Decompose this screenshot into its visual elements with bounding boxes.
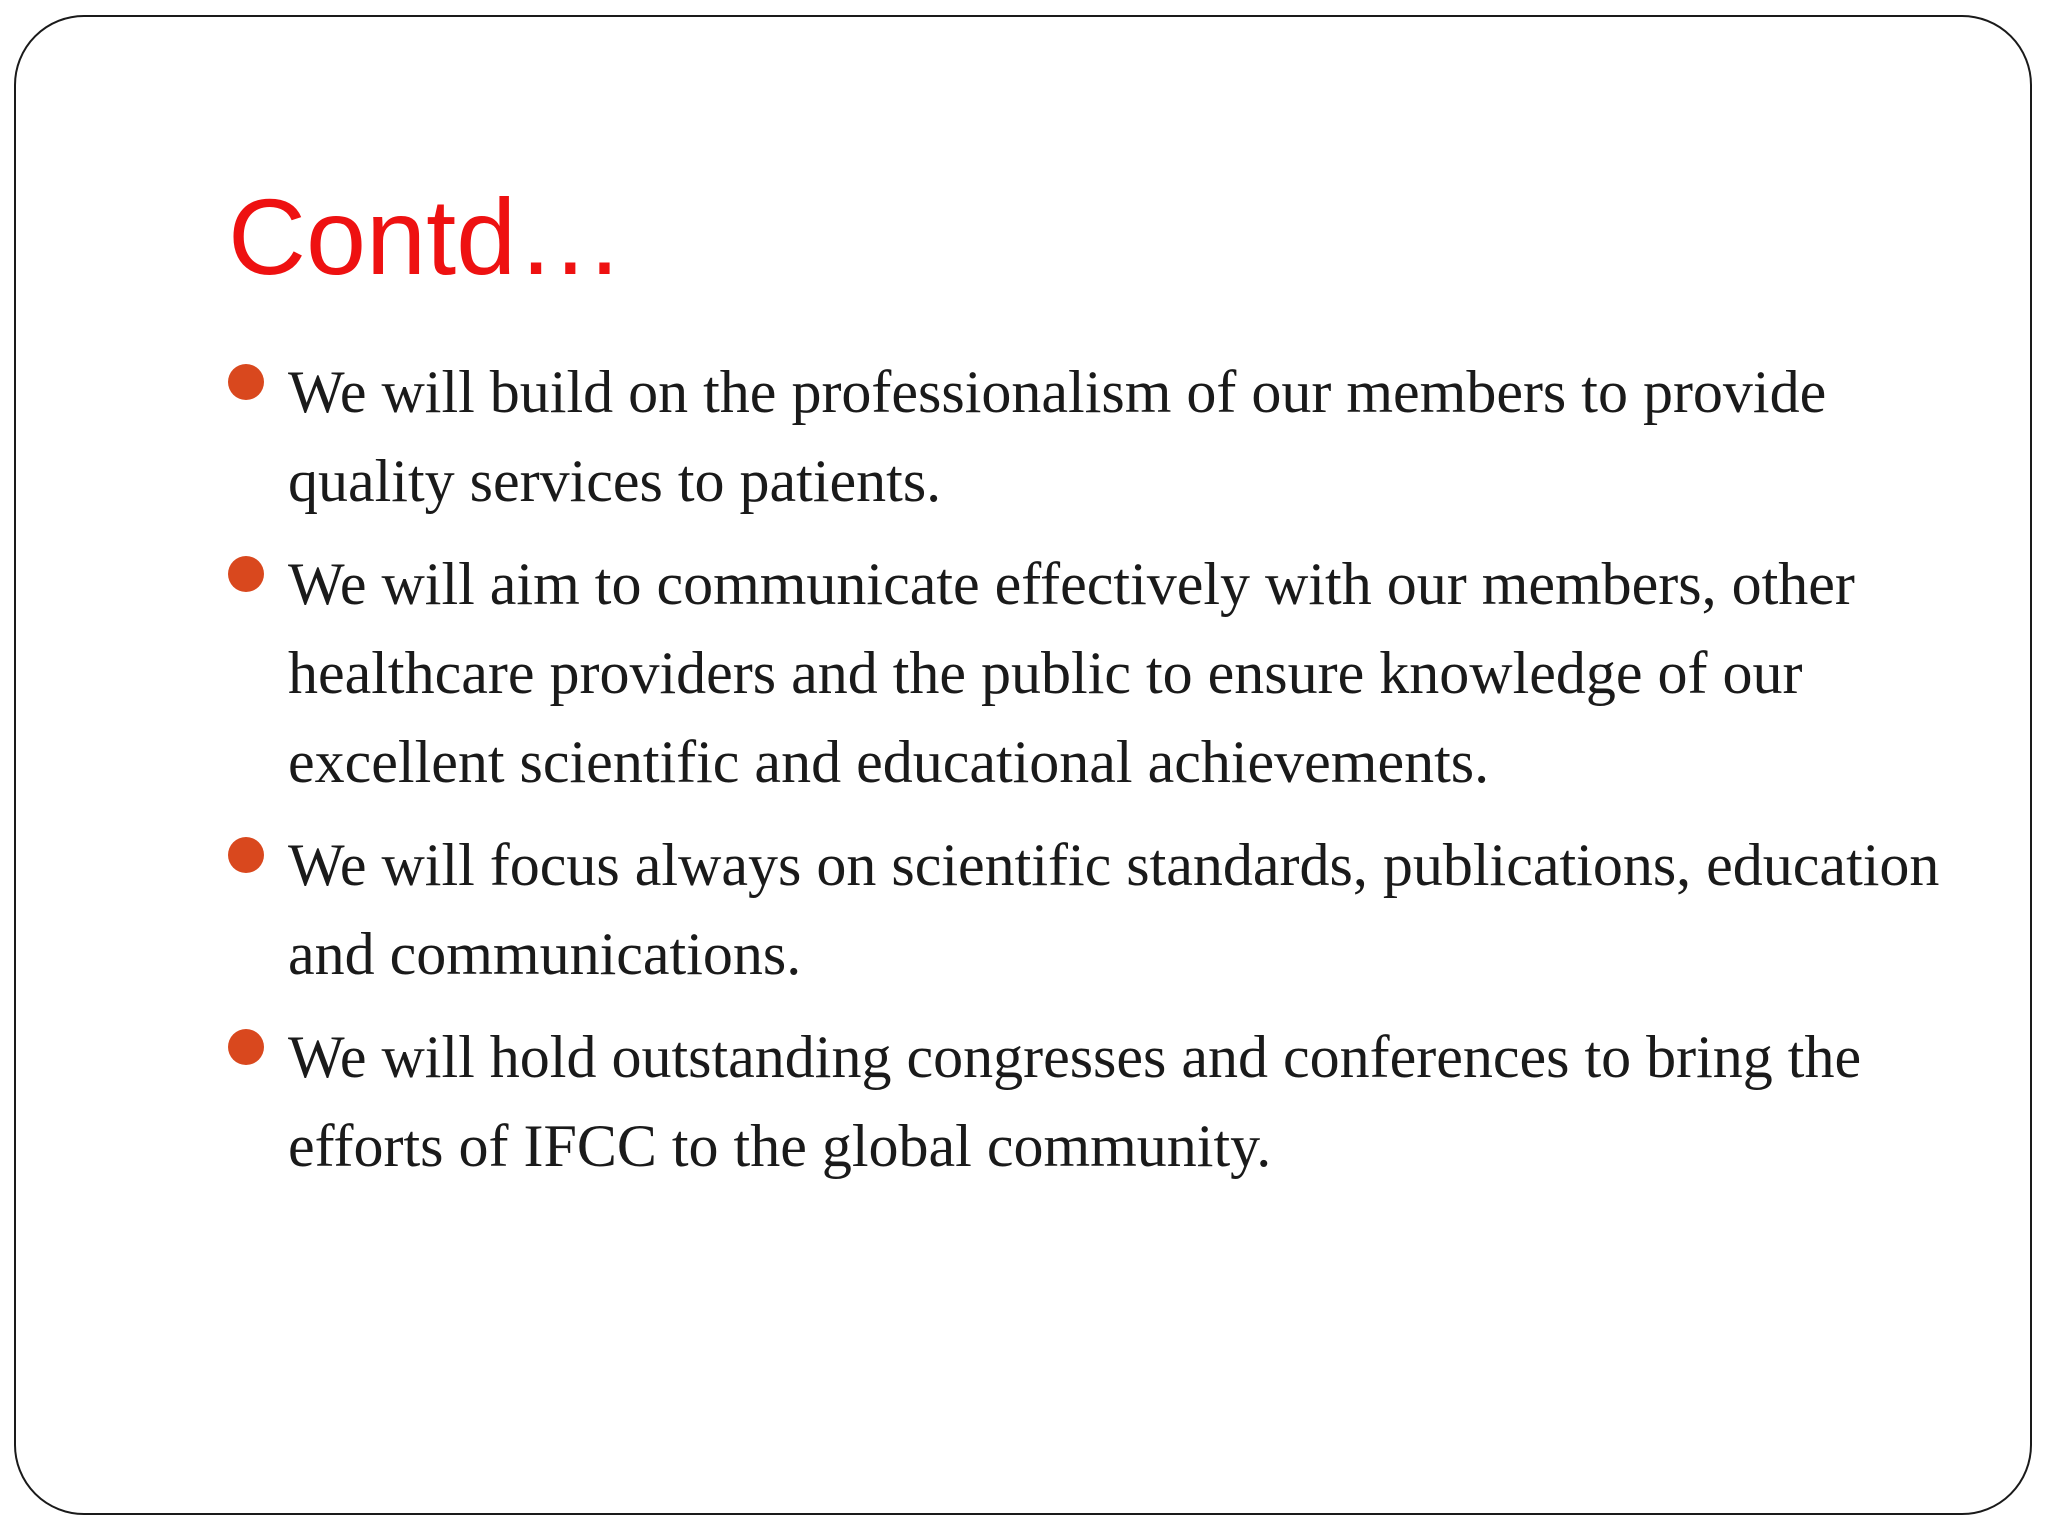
bullet-text: We will focus always on scientific standards, publications, education and communications. (288, 832, 1940, 987)
bullet-dot-icon (228, 837, 264, 873)
bullet-item (228, 821, 1968, 999)
bullet-item (228, 348, 1968, 526)
bullet-text: We will aim to communicate effectively with our members, other healthcare providers and the public to ensure knowledge of our excellent scientific and educational achievements. (288, 551, 1855, 795)
bullet-dot-icon (228, 364, 264, 400)
bullet-text: We will hold outstanding congresses and conferences to bring the efforts of IFCC to the global community. (288, 1024, 1862, 1179)
bullet-item (228, 540, 1968, 807)
bullet-list (228, 348, 1968, 1205)
bullet-dot-icon (228, 1029, 264, 1065)
slide-title: Contd… (228, 176, 625, 297)
bullet-item (228, 1013, 1968, 1191)
bullet-text: We will build on the professionalism of our members to provide quality services to patients. (288, 359, 1827, 514)
bullet-dot-icon (228, 556, 264, 592)
